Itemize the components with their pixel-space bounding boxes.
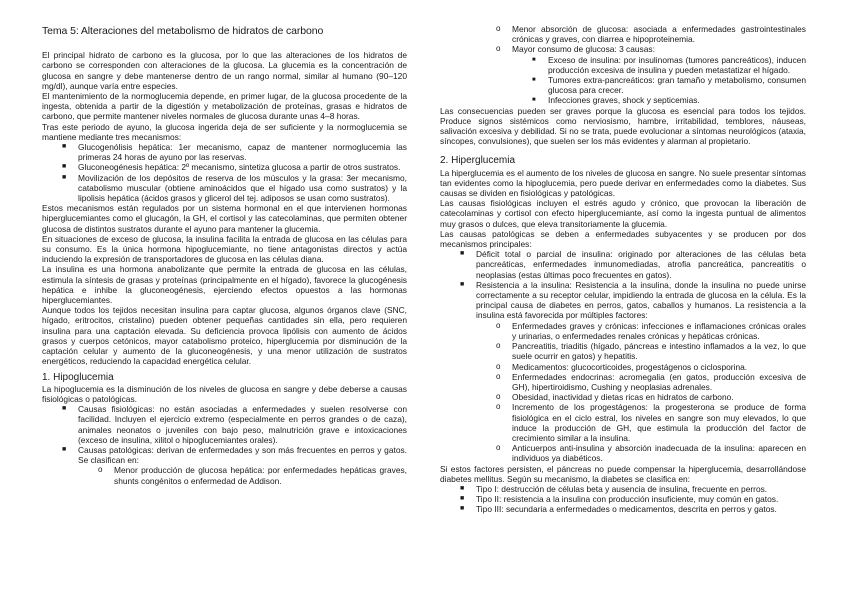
intro-paragraph: El mantenimiento de la normoglucemia depende, en primer lugar, de la glucosa procedente de la ingesta, obtenida a partir de la digestión y metabolización de proteínas, grasas e hidratos de carbono, que permite mantener niveles normales de glucosa durante unas 4–8 horas. <box>42 91 407 122</box>
bullet-icon: ■ <box>460 484 465 492</box>
right-column <box>440 24 806 515</box>
circle-bullet-icon: o <box>98 465 103 475</box>
list-item: ■ Gluconeogénesis hepática: 2º mecanismo, sintetiza glucosa a partir de otros sustratos. <box>62 162 401 173</box>
section-paragraph: Las causas fisiológicas incluyen el estrés agudo y crónico, que provocan la liberación de catecolaminas y cortisol con efecto hiperglucemiante, así como la ingesta puntual de alimentos muy grasos o dulces, que eleva transitoriamente la glucemia. <box>440 198 806 229</box>
left-column <box>42 26 407 486</box>
list-item: ■ Causas patológicas: derivan de enfermedades y son más frecuentes en perros y gatos. Se clasifican en: <box>62 444 407 466</box>
section-paragraph: Si estos factores persisten, el páncreas no puede compensar la hiperglucemia, desarrollándose diabetes mellitus. Según su mecanismo, la diabetes se clasifica en: <box>440 463 806 484</box>
list-item: o Menor absorción de glucosa: asociada a enfermedades gastrointestinales crónicas y graves, con diarrea e hipoproteinemia. <box>496 24 806 45</box>
list-item: o Enfermedades graves y crónicas: infecciones e inflamaciones crónicas orales y urinarias, o enfermedades renales crónicas y hepáticas crónicas. <box>496 320 806 341</box>
bullet-icon: ■ <box>460 495 465 503</box>
intro-paragraph: Estos mecanismos están regulados por un sistema hormonal en el que intervienen hormonas hiperglucemiantes como el glucagón, la GH, el cortisol y las catecolaminas, que permiten obtener glucosa de distintos sustratos durante el ayuno para mantener la glucemia. <box>42 203 407 234</box>
bullet-icon: ■ <box>62 143 67 151</box>
mechanisms-list <box>42 142 407 203</box>
list-item: ■ Infecciones graves, shock y septicemias. <box>532 95 700 106</box>
bullet-icon: ■ <box>460 280 465 288</box>
list-item: ■ Movilización de los depósitos de reserva de los músculos y la grasa: 3er mecanismo, catabolismo muscular (obtiene aminoácidos que el hígado usa como sustratos) y la lipolisis hepática (ácidos grasos y glicerol del tej. adiposos se usan como sustratos). <box>62 172 407 204</box>
bullet-icon: ■ <box>62 173 67 181</box>
resistance-factors-list <box>440 321 806 464</box>
circle-bullet-icon: o <box>496 402 501 412</box>
intro-paragraph: El principal hidrato de carbono es la glucosa, por lo que las alteraciones de los hidratos de carbono se corresponden con alteraciones de la glucosa. La glucemia es la concentración de glucosa en sangre y debe mantenerse dentro de un rango normal, similar al humano (90–120 mg/dl), aunque varía entre especies. <box>42 50 407 91</box>
circle-bullet-icon: o <box>496 341 501 351</box>
list-item: o Menor producción de glucosa hepática: por enfermedades hepáticas graves, shunts congénitos o enfermedad de Addison. <box>98 465 407 486</box>
square-bullet-icon: ■ <box>532 97 536 104</box>
section-heading-hipoglucemia: 1. Hipoglucemia <box>42 371 114 383</box>
bullet-icon: ■ <box>62 405 67 413</box>
list-item: ■ Exceso de insulina: por insulinomas (tumores pancreáticos), inducen producción excesiva de insulina y pueden metastatizar el hígado. <box>532 54 806 75</box>
list-item: ■ Resistencia a la insulina: Resistencia a la insulina, donde la insulina no puede unirse correctamente a su receptor celular, impidiendo la entrada de glucosa en la célula. Es la principal causa de diabetes en perros, gatos, caballos y humanos. La resistencia a la insulina está favorecida por múltiples factores: <box>460 279 806 321</box>
pathological-mechanisms-list <box>440 249 806 320</box>
circle-bullet-icon: o <box>496 320 501 330</box>
list-item: o Anticuerpos anti-insulina y absorción inadecuada de la insulina: aparecen en individuos ya diabéticos. <box>496 443 806 464</box>
list-item: o Pancreatitis, triaditis (hígado, páncreas e intestino inflamados a la vez, lo que suele ocurrir en gatos) y hepatitis. <box>496 341 806 362</box>
circle-bullet-icon: o <box>496 371 501 381</box>
square-bullet-icon: ■ <box>532 56 536 63</box>
document-title: Tema 5: Alteraciones del metabolismo de hidratos de carbono <box>42 25 324 37</box>
circle-bullet-icon: o <box>496 44 501 54</box>
intro-paragraph: Aunque todos los tejidos necesitan insulina para captar glucosa, algunos órganos clave (SNC, hígado, eritrocitos, cristalino) pueden obtener pequeñas cantidades sin ella, pero requieren insulina para una captación elevada. Su deficiencia provoca lipólisis con aumento de ácidos grasos y cuerpos cetónicos, mayor catabolismo proteico, hiperglucemia por disminución de la captación celular y aumento de la gluconeogénesis, y una menor utilización de sustratos energéticos, reduciendo la capacidad energética celular. <box>42 305 407 367</box>
list-item: o Enfermedades endocrinas: acromegalia (en gatos, producción excesiva de GH), hipertiroidismo, Cushing y neoplasias adrenales. <box>496 371 806 392</box>
list-item: ■ Tipo III: secundaria a enfermedades o medicamentos, descrita en perros y gatos. <box>460 504 777 515</box>
diabetes-types-list <box>440 484 806 515</box>
section-paragraph: La hipoglucemia es la disminución de los niveles de glucosa en sangre y debe deberse a causas fisiológicas o patológicas. <box>42 383 407 404</box>
list-item: o Medicamentos: glucocorticoides, progestágenos o ciclosporina. <box>496 361 748 372</box>
pathological-causes-list <box>42 465 407 485</box>
circle-bullet-icon: o <box>496 392 501 402</box>
intro-paragraph: La insulina es una hormona anabolizante que permite la entrada de glucosa en las células, estimula la síntesis de grasas y proteínas (principalmente en el hígado), favorece la glucogénesis hepática e inhibe la gluconeogénesis, ejerciendo efectos opuestos a las hormonas hiperglucemiantes. <box>42 264 407 306</box>
list-item: ■ Causas fisiológicas: no están asociadas a enfermedades y suelen resolverse con facilidad. Incluyen el ejercicio extremo (especialmente en perros grandes o de caza), animales neonatos o juveniles con bajo peso, malnutrición grave e intoxicaciones (exceso de insulina, xilitol o hipoglucemiantes orales). <box>62 404 407 445</box>
bullet-icon: ■ <box>62 163 67 171</box>
section-paragraph: La hiperglucemia es el aumento de los niveles de glucosa en sangre. No suele presentar síntomas tan evidentes como la hipoglucemia, pero puede derivar en enfermedades como la diabetes. Sus causas se dividen en fisiológicas y patológicas. <box>440 167 806 199</box>
intro-paragraph: En situaciones de exceso de glucosa, la insulina facilita la entrada de glucosa en las células para su consumo. Es la única hormona hipoglucemiante, no tiene antagonistas directos y actúa induciendo la expresión de transportadores de glucosa en las células diana. <box>42 233 407 265</box>
list-item: ■ Tipo I: destrucción de células beta y ausencia de insulina, frecuente en perros. <box>460 483 768 494</box>
section-heading-hiperglucemia: 2. Hiperglucemia <box>440 155 516 167</box>
section-paragraph: Las causas patológicas se deben a enfermedades subyacentes y se producen por dos mecanismos principales: <box>440 228 806 250</box>
circle-bullet-icon: o <box>496 443 501 453</box>
bullet-icon: ■ <box>62 445 67 453</box>
list-item: o Incremento de los progestágenos: la progesterona se produce de forma fisiológica en el ciclo estral, los niveles en sangre son muy elevados, lo que induce la producción de GH, que estimula la producción del factor de crecimiento similar a la insulina. <box>496 402 806 443</box>
causes-list <box>42 404 407 465</box>
square-bullet-icon: ■ <box>532 77 536 84</box>
list-item: o Mayor consumo de glucosa: 3 causas: <box>496 44 655 55</box>
list-item: ■ Tipo II: resistencia a la insulina con producción insuficiente, muy común en gatos. <box>460 494 779 505</box>
list-item: ■ Tumores extra-pancreáticos: gran tamaño y metabolismo, consumen glucosa para crecer. <box>532 75 806 96</box>
list-item: o Obesidad, inactividad y dietas ricas en hidratos de carbono. <box>496 392 734 403</box>
pathological-causes-list-continued <box>440 24 806 55</box>
list-item: ■ Glucogenólisis hepática: 1er mecanismo, capaz de mantener normoglucemia las primeras 24 horas de ayuno por las reservas. <box>62 142 407 163</box>
circle-bullet-icon: o <box>496 361 501 371</box>
bullet-icon: ■ <box>460 250 465 258</box>
list-item: ■ Déficit total o parcial de insulina: originado por alteraciones de las células beta pancreáticas, enfermedades inmunomediadas, atrofia pancreática, pancreatitis o neoplasias (estas últimas poco frecuentes en gatos). <box>460 249 806 280</box>
section-paragraph: Las consecuencias pueden ser graves porque la glucosa es esencial para todos los tejidos. Produce signos sistémicos como nerviosismo, hambre, irritabilidad, temblores, náuseas, salivación excesiva y debilidad. Si no se trata, puede evolucionar a síntomas neurológicos (ataxia, síncopes, convulsiones), que suelen ser los más evidentes y alarman al propietario. <box>440 105 806 147</box>
consumption-causes-list <box>440 55 806 106</box>
circle-bullet-icon: o <box>496 24 501 33</box>
bullet-icon: ■ <box>460 505 465 513</box>
intro-paragraph: Tras este periodo de ayuno, la glucosa ingerida deja de ser suficiente y la normoglucemia se mantiene mediante tres mecanismos: <box>42 121 407 142</box>
